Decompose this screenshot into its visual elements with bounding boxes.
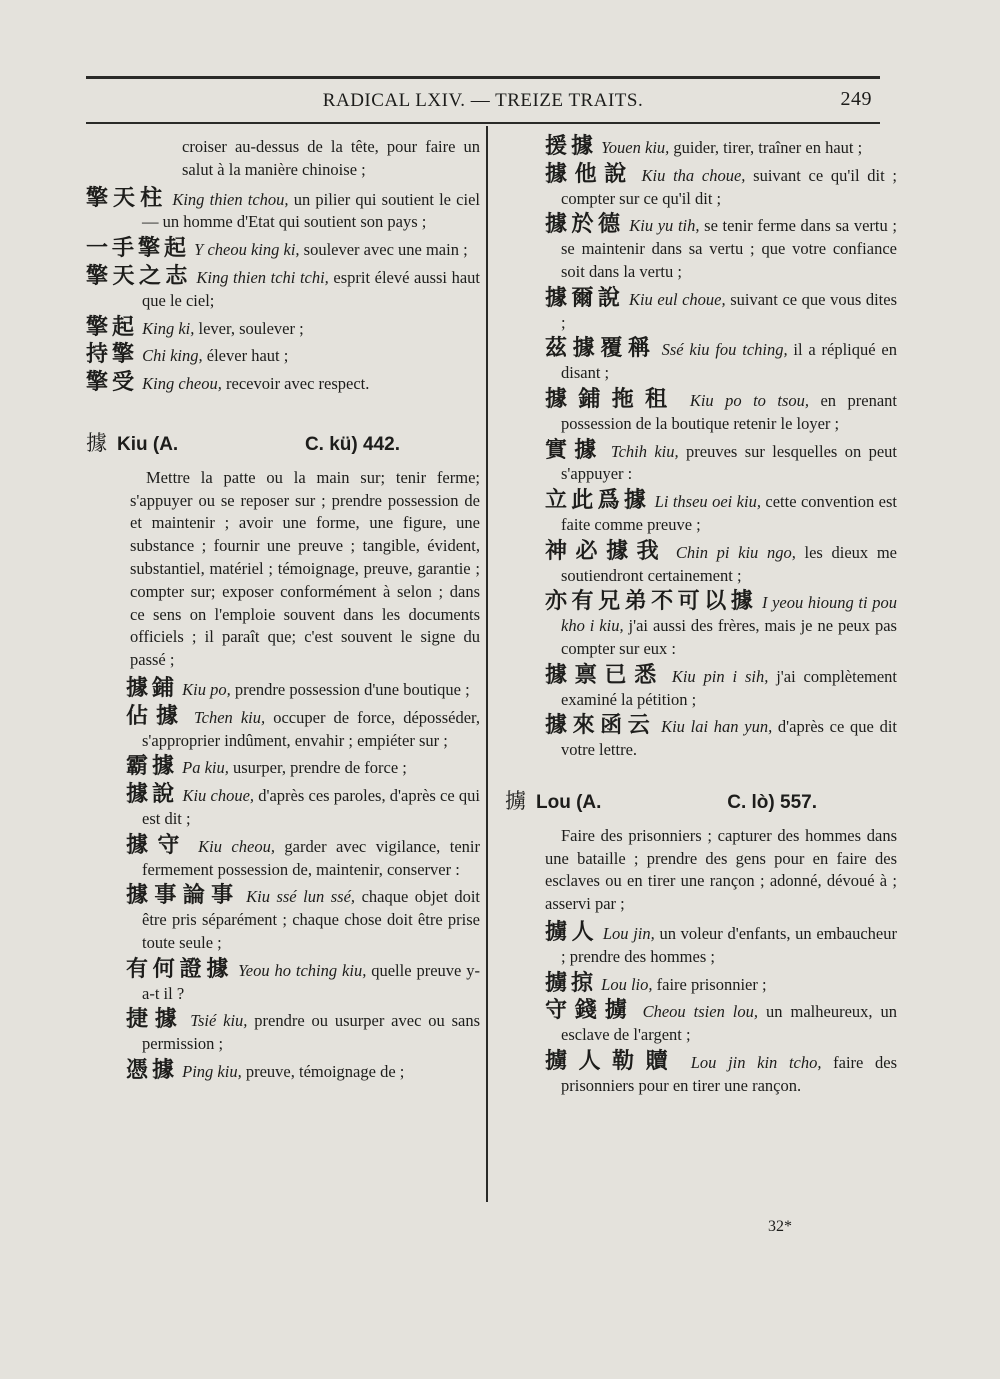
chinese-term: 據事論事 [126, 883, 240, 909]
chinese-term: 據鋪拖租 [545, 386, 679, 412]
translation: garder avec vigilance, tenir fermement possession de, maintenir, conserver : [142, 836, 480, 879]
page-header [86, 86, 880, 116]
head-character: 擄 [505, 788, 526, 813]
dictionary-entry [505, 538, 897, 588]
column-separator [486, 126, 488, 1202]
entry-list-b [505, 919, 898, 1098]
dictionary-entry [505, 919, 897, 969]
chinese-term: 據於德 [545, 212, 625, 238]
romanization: Tchih kiu, [610, 441, 679, 461]
dictionary-entry [86, 956, 481, 1006]
continued-text: croiser au-dessus de la tête, pour faire un salut à la manière chinoise ; [182, 137, 480, 179]
right-column [505, 136, 897, 1101]
chinese-term: 據鋪 [126, 675, 179, 701]
dictionary-entry [505, 1000, 897, 1047]
entry-list-b [86, 675, 481, 1084]
dictionary-entry [86, 1009, 480, 1056]
translation: quelle preuve y-a-t il ? [142, 960, 481, 1003]
definition-paragraph: Mettre la patte ou la main sur; tenir ferme; s'appuyer ou se reposer sur ; prendre possession de et maintenir ; avoir une forme, une figure, une substance ; fournir une preuve ; tangible, évident, substantiel, matériel ; témoignage, preuve, garantie ; compter sur; exposer conformément à selon ; dans ce sens on l'emploie souvent dans les documents officiels ; il paraît que; c'est souvent le signe du passé ; [130, 467, 480, 670]
page-number: 249 [840, 88, 872, 110]
entry-list-a [505, 136, 897, 762]
chinese-term: 亦有兄弟不可以據 [545, 589, 758, 615]
dictionary-entry [86, 344, 480, 368]
dictionary-entry [505, 136, 897, 160]
dictionary-entry [86, 263, 480, 313]
chinese-term: 援據 [545, 134, 598, 159]
chinese-term: 據爾說 [545, 285, 625, 311]
dictionary-entry [505, 970, 897, 997]
romanization: Youen kiu, [601, 138, 670, 157]
chinese-term: 據他說 [545, 161, 634, 187]
dictionary-entry [86, 756, 480, 780]
dictionary-entry [86, 832, 480, 882]
romanization: I yeou hioung ti pou kho i kiu, [561, 593, 897, 636]
dictionary-entry [505, 285, 897, 335]
running-title: RADICAL LXIV. — TREIZE TRAITS. [322, 90, 644, 111]
chinese-term: 實據 [545, 437, 604, 463]
romanization: Ping kiu, [182, 1061, 242, 1081]
left-column [86, 136, 480, 1088]
romanization: Chin pi kiu ngo, [675, 542, 796, 562]
translation: soulever avec une main ; [299, 240, 468, 260]
translation: prendre possession d'une boutique ; [230, 679, 470, 699]
dictionary-entry [86, 1057, 480, 1084]
dictionary-entry [505, 490, 897, 537]
chinese-term: 霸據 [126, 754, 179, 780]
translation: esprit élevé aussi haut que le ciel; [142, 267, 480, 310]
dictionary-entry [505, 715, 897, 762]
romanization: Kiu tha choue, [641, 165, 746, 185]
translation: guider, tirer, traîner en haut ; [669, 138, 863, 157]
translation: un voleur d'enfants, un embaucheur ; prendre des hommes ; [561, 923, 897, 966]
romanization: Chi king, [142, 346, 203, 366]
translation: faire des prisonniers pour en tirer une rançon. [561, 1052, 897, 1095]
romanization: Kiu choue, [182, 786, 255, 806]
dictionary-entry [86, 784, 480, 831]
dictionary-entry [86, 703, 481, 753]
translation: lever, soulever ; [194, 318, 304, 338]
romanization: Lou lio, [601, 974, 653, 994]
dictionary-entry [86, 314, 480, 341]
chinese-term: 一手擎起 [86, 236, 191, 262]
translation: les dieux me soutiendront certainement ; [561, 542, 897, 585]
romanization: Kiu lai han yun, [661, 717, 773, 737]
translation: j'ai aussi des frères, mais je ne peux pas compter sur eux : [561, 616, 897, 658]
romanization: Kiu ssé lun ssé, [246, 887, 356, 907]
romanization: King thien tchou, [172, 189, 289, 209]
chinese-term: 持擎 [86, 342, 139, 368]
dictionary-entry [86, 885, 480, 954]
chinese-term: 擎起 [86, 314, 139, 340]
chinese-term: 神必據我 [545, 538, 668, 564]
dictionary-entry [86, 238, 480, 262]
romanization: Lou jin, [602, 923, 655, 943]
head-character: 據 [86, 430, 107, 455]
translation: suivant ce qu'il dit ; compter sur ce qu'il dit ; [561, 165, 897, 208]
chinese-term: 擄掠 [545, 970, 598, 996]
dictionary-entry [505, 214, 897, 283]
chinese-term: 立此爲據 [545, 488, 651, 514]
chinese-term: 擎天之志 [86, 263, 192, 289]
entry-list-a [86, 185, 480, 396]
dictionary-entry [505, 338, 897, 385]
romanization: King thien tchi tchi, [196, 267, 329, 287]
dictionary-entry [505, 662, 898, 712]
translation: élever haut ; [202, 346, 289, 366]
translation: prendre ou usurper avec ou sans permission ; [142, 1011, 480, 1054]
chinese-term: 茲據覆稱 [545, 336, 656, 362]
romanization: Li thseu oei kiu, [654, 492, 761, 512]
head-code: C. kü) 442. [304, 433, 400, 455]
chinese-term: 憑據 [126, 1057, 179, 1083]
head-code: C. lò) 557. [727, 791, 817, 813]
romanization: Ssé kiu fou tching, [661, 340, 788, 360]
romanization: Kiu cheou, [198, 836, 275, 856]
translation: d'après ces paroles, d'après ce qui est dit ; [142, 786, 480, 828]
chinese-term: 擎受 [86, 370, 139, 396]
romanization: Kiu po, [182, 679, 231, 699]
translation: occuper de force, déposséder, s'approprier indûment, envahir ; empiéter sur ; [142, 707, 481, 750]
chinese-term: 擄人 [545, 919, 599, 945]
chinese-term: 擄人勒贖 [545, 1048, 680, 1074]
translation: chaque objet doit être pris séparément ; chaque chose doit être prise toute seule ; [142, 887, 480, 952]
dictionary-entry [505, 437, 897, 487]
romanization: Kiu po to tsou, [689, 390, 810, 410]
dictionary-entry [86, 185, 480, 235]
romanization: Lou jin kin tcho, [690, 1052, 822, 1072]
chinese-term: 有何證據 [126, 956, 234, 982]
translation: preuves sur lesquelles on peut s'appuyer : [561, 441, 897, 484]
romanization: Cheou tsien lou, [642, 1002, 759, 1022]
chinese-term: 據禀已悉 [545, 662, 664, 688]
romanization: Y cheou king ki, [194, 240, 300, 260]
translation: preuve, témoignage de ; [241, 1061, 405, 1081]
dictionary-entry [86, 675, 480, 702]
translation: en prenant possession de la boutique retenir le loyer ; [561, 390, 897, 433]
translation: un pilier qui soutient le ciel — un homme d'Etat qui soutient son pays ; [142, 189, 480, 232]
romanization: Tchen kiu, [193, 707, 266, 727]
romanization: Kiu pin i sih, [671, 666, 769, 686]
romanization: Pa kiu, [182, 758, 229, 778]
chinese-term: 據來函云 [545, 713, 656, 739]
translation: cette convention est faite comme preuve ; [561, 492, 898, 534]
translation: se tenir ferme dans sa vertu ; se maintenir dans sa vertu ; que votre confiance soit dans la vertu ; [561, 216, 897, 281]
dictionary-entry [505, 386, 897, 436]
translation: un malheureux, un esclave de l'argent ; [561, 1002, 898, 1045]
translation: il a répliqué en disant ; [561, 340, 897, 383]
dictionary-entry [505, 161, 897, 211]
chinese-term: 捷據 [126, 1007, 184, 1033]
signature-mark: 32* [768, 1218, 792, 1235]
dictionary-entry [505, 1048, 897, 1098]
translation: usurper, prendre de force ; [228, 758, 407, 778]
top-rule [86, 76, 880, 79]
romanization: Yeou ho tching kiu, [238, 960, 367, 980]
translation: suivant ce que vous dites ; [561, 289, 897, 332]
head-entry-lou [505, 790, 897, 815]
chinese-term: 據守 [126, 832, 189, 858]
chinese-term: 佔據 [126, 703, 186, 729]
romanization: King cheou, [142, 374, 222, 394]
romanization: King ki, [142, 318, 195, 338]
romanization: Kiu yu tih, [629, 216, 700, 236]
romanization: Tsié kiu, [190, 1011, 248, 1031]
translation: j'ai complètement examiné la pétition ; [561, 666, 898, 709]
translation: d'après ce que dit votre lettre. [561, 717, 897, 760]
dictionary-entry [505, 591, 897, 660]
chinese-term: 守錢擄 [545, 998, 635, 1024]
translation: faire prisonnier ; [652, 974, 767, 994]
head-entry-kiu [86, 432, 480, 457]
chinese-term: 據說 [126, 782, 179, 808]
dictionary-entry [86, 372, 480, 396]
definition-paragraph: Faire des prisonniers ; capturer des hommes dans une bataille ; prendre des gens pour en faire des esclaves ou en tirer une rançon ; adonné, dévoué à ; asservi par ; [545, 825, 897, 914]
head-label: Lou (A. [536, 791, 602, 813]
chinese-term: 擎天柱 [86, 185, 168, 211]
header-rule [86, 122, 880, 124]
translation: recevoir avec respect. [221, 374, 370, 394]
romanization: Kiu eul choue, [628, 289, 726, 309]
head-label: Kiu (A. [117, 433, 179, 455]
